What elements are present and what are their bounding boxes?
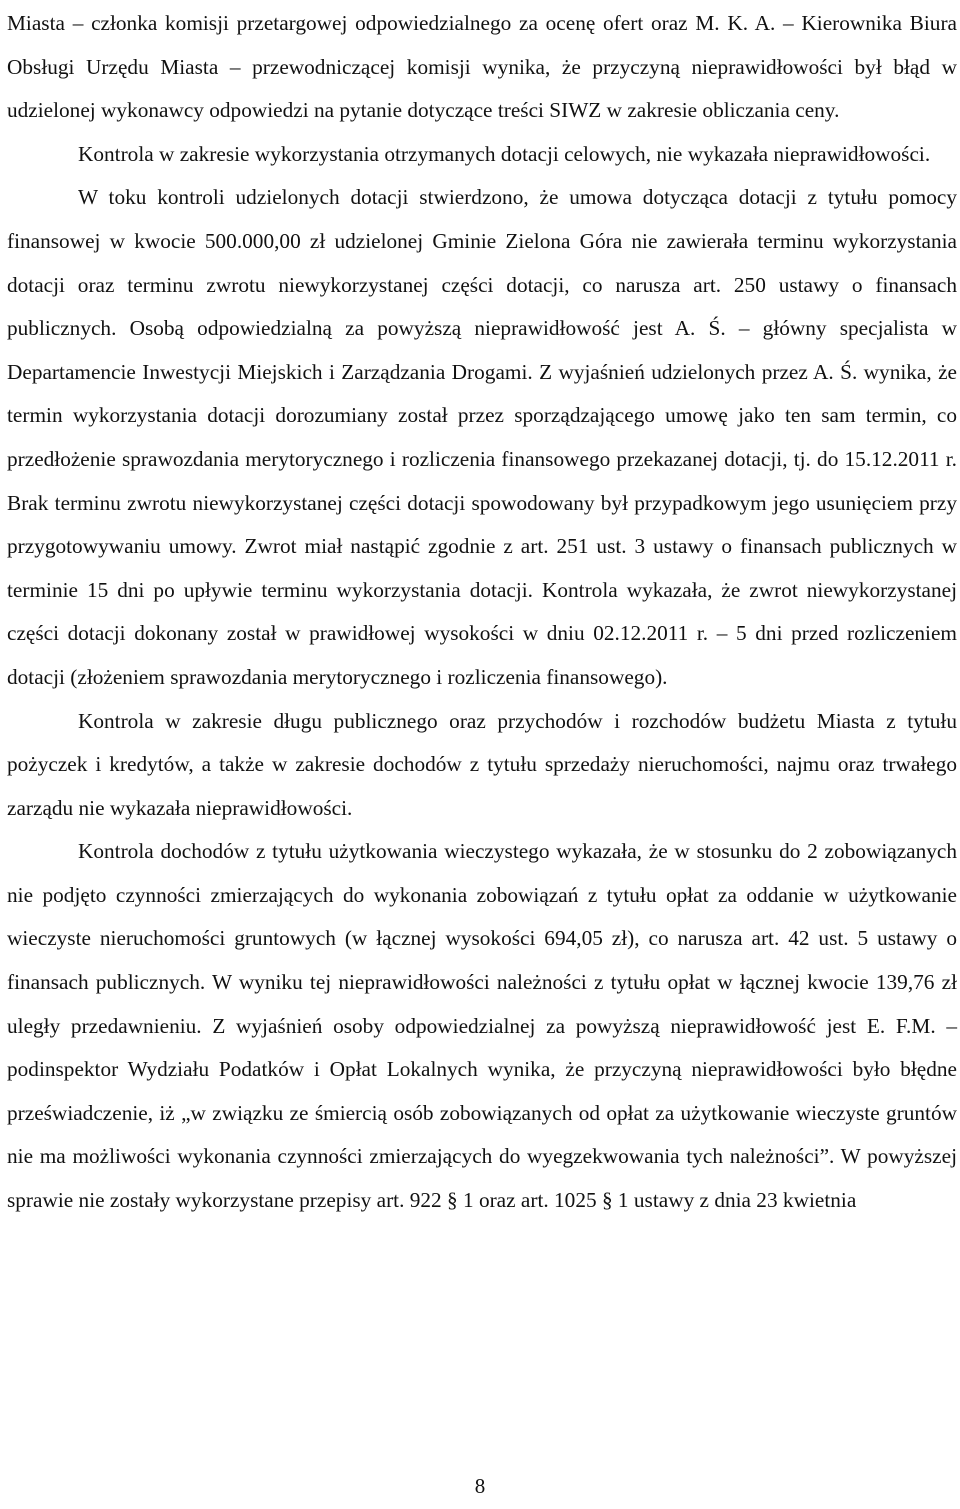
paragraph-commission-explanation: Miasta – członka komisji przetargowej odpowiedzialnego za ocenę ofert oraz M. K. A. – Kierownika Biura Obsługi Urzędu Miasta – przewodniczącej komisji wynika, że przyczyną nieprawidłowości był błąd w udzielonej wykonawcy odpowiedzi na pytanie dotyczące treści SIWZ w zakresie obliczania ceny. <box>7 11 957 123</box>
paragraph-public-debt: Kontrola w zakresie długu publicznego oraz przychodów i rozchodów budżetu Miasta z tytułu pożyczek i kredytów, a także w zakresie dochodów z tytułu sprzedaży nieruchomości, najmu oraz trwałego zarządu nie wykazała nieprawidłowości. <box>7 708 957 820</box>
paragraph-perpetual-usufruct: Kontrola dochodów z tytułu użytkowania wieczystego wykazała, że w stosunku do 2 zobowiązanych nie podjęto czynności zmierzających do wykonania zobowiązań z tytułu opłat za oddanie w użytkowanie wieczyste nieruchomości gruntowych (w łącznej wysokości 694,05 zł), co narusza art. 42 ust. 5 ustawy o finansach publicznych. W wyniku tej nieprawidłowości należności z tytułu opłat w łącznej kwocie 139,76 zł uległy przedawnieniu. Z wyjaśnień osoby odpowiedzialnej za powyższą nieprawidłowość jest E. F.M. – podinspektor Wydziału Podatków i Opłat Lokalnych wynika, że przyczyną nieprawidłowości było błędne przeświadczenie, iż „w związku ze śmiercią osób zobowiązanych od opłat za użytkowanie wieczyste gruntów nie ma możliwości wykonania czynności zmierzających do wyegzekwowania tych należności”. W powyższej sprawie nie zostały wykorzystane przepisy art. 922 § 1 oraz art. 1025 § 1 ustawy z dnia 23 kwietnia <box>7 839 957 1213</box>
page-number: 8 <box>474 1474 486 1498</box>
paragraph-targeted-subsidies: Kontrola w zakresie wykorzystania otrzymanych dotacji celowych, nie wykazała nieprawidłowości. <box>78 141 931 166</box>
paragraph-subsidy-agreement: W toku kontroli udzielonych dotacji stwierdzono, że umowa dotycząca dotacji z tytułu pomocy finansowej w kwocie 500.000,00 zł udzielonej Gminie Zielona Góra nie zawierała terminu wykorzystania dotacji oraz terminu zwrotu niewykorzystanej części dotacji, co narusza art. 250 ustawy o finansach publicznych. Osobą odpowiedzialną za powyższą nieprawidłowość jest A. Ś. – główny specjalista w Departamencie Inwestycji Miejskich i Zarządzania Drogami. Z wyjaśnień udzielonych przez A. Ś. wynika, że termin wykorzystania dotacji dorozumiany został przez sporządzającego umowę jako ten sam termin, co przedłożenie sprawozdania merytorycznego i rozliczenia finansowego przekazanej dotacji, tj. do 15.12.2011 r. Brak terminu zwrotu niewykorzystanej części dotacji spowodowany był przypadkowym jego usunięciem przy przygotowywaniu umowy. Zwrot miał nastąpić zgodnie z art. 251 ust. 3 ustawy o finansach publicznych w terminie 15 dni po upływie terminu wykorzystania dotacji. Kontrola wykazała, że zwrot niewykorzystanej części dotacji dokonany został w prawidłowej wysokości w dniu 02.12.2011 r. – 5 dni przed rozliczeniem dotacji (złożeniem sprawozdania merytorycznego i rozliczenia finansowego). <box>7 185 957 689</box>
document-page <box>7 0 957 1509</box>
